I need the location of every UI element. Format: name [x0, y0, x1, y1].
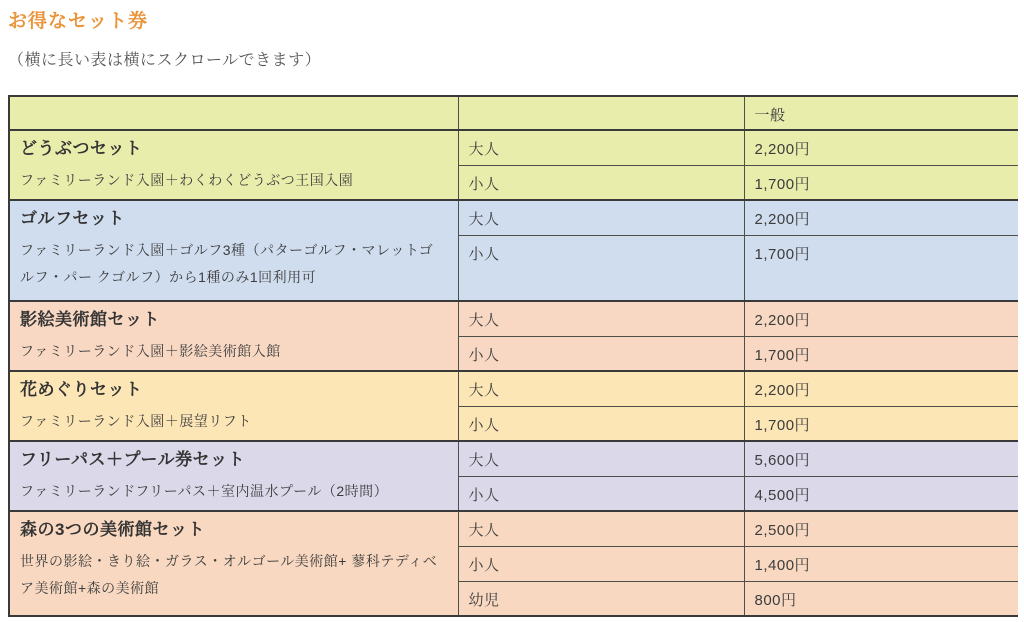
ticket-type-cell: 幼児: [458, 581, 744, 616]
price-cell: 2,200円: [744, 130, 1018, 165]
set-cell: [9, 130, 458, 200]
price-cell: 1,700円: [744, 165, 1018, 200]
ticket-group-kagee: [9, 301, 1018, 371]
price-cell: 5,600円: [744, 441, 1018, 476]
ticket-group-golf: [9, 200, 1018, 301]
set-cell: [9, 200, 458, 301]
table-header-row: [9, 96, 1018, 130]
type-column-header: [458, 96, 744, 130]
ticket-group-doubutsu: [9, 130, 1018, 200]
set-name: どうぶつセット: [20, 139, 143, 158]
pricing-table-container[interactable]: [8, 95, 1018, 617]
set-cell: [9, 511, 458, 616]
ticket-type-cell: 小人: [458, 546, 744, 581]
ticket-type-cell: 大人: [458, 511, 744, 546]
ticket-type-cell: 大人: [458, 130, 744, 165]
ticket-group-mori-museums: [9, 511, 1018, 616]
page-title: お得なセット券: [8, 11, 149, 32]
ticket-group-freepass-pool: [9, 441, 1018, 511]
set-desc: ファミリーランド入園＋わくわくどうぶつ王国入園: [20, 172, 354, 188]
price-cell: 1,700円: [744, 406, 1018, 441]
table-row: [9, 371, 1018, 406]
set-name: 花めぐりセット: [20, 380, 143, 399]
set-cell: [9, 301, 458, 371]
ticket-type-cell: 大人: [458, 301, 744, 336]
set-desc: ファミリーランドフリーパス＋室内温水プール（2時間）: [20, 483, 389, 499]
set-desc: 世界の影絵・きり絵・ガラス・オルゴール美術館+ 蓼科テディベア美術館+森の美術館: [20, 553, 438, 596]
price-cell: 2,200円: [744, 371, 1018, 406]
set-name: 影絵美術館セット: [20, 310, 160, 329]
set-desc: ファミリーランド入園＋ゴルフ3種（パターゴルフ・マレットゴルフ・パー クゴルフ）から1種のみ1回利用可: [20, 242, 434, 285]
set-column-header: [9, 96, 458, 130]
price-cell: 1,700円: [744, 336, 1018, 371]
set-desc: ファミリーランド入園＋影絵美術館入館: [20, 343, 281, 359]
price-cell: 800円: [744, 581, 1018, 616]
pricing-table: [8, 95, 1018, 617]
ticket-type-cell: 大人: [458, 371, 744, 406]
price-cell: 1,400円: [744, 546, 1018, 581]
scroll-hint: （横に長い表は横にスクロールできます）: [8, 52, 322, 69]
price-cell: 2,200円: [744, 200, 1018, 235]
table-row: [9, 441, 1018, 476]
set-name: 森の3つの美術館セット: [20, 520, 205, 539]
set-name: フリーパス＋プール券セット: [20, 450, 246, 469]
set-name: ゴルフセット: [20, 209, 125, 228]
price-column-header: 一般: [744, 96, 1018, 130]
ticket-group-hanameguri: [9, 371, 1018, 441]
table-row: [9, 200, 1018, 235]
ticket-type-cell: 小人: [458, 336, 744, 371]
price-cell: 4,500円: [744, 476, 1018, 511]
price-cell: 1,700円: [744, 235, 1018, 301]
price-cell: 2,500円: [744, 511, 1018, 546]
ticket-type-cell: 小人: [458, 165, 744, 200]
ticket-type-cell: 小人: [458, 476, 744, 511]
set-cell: [9, 441, 458, 511]
table-row: [9, 301, 1018, 336]
ticket-type-cell: 大人: [458, 200, 744, 235]
set-desc: ファミリーランド入園＋展望リフト: [20, 413, 252, 429]
ticket-type-cell: 小人: [458, 235, 744, 301]
ticket-type-cell: 小人: [458, 406, 744, 441]
price-cell: 2,200円: [744, 301, 1018, 336]
table-row: [9, 130, 1018, 165]
set-cell: [9, 371, 458, 441]
ticket-type-cell: 大人: [458, 441, 744, 476]
table-row: [9, 511, 1018, 546]
